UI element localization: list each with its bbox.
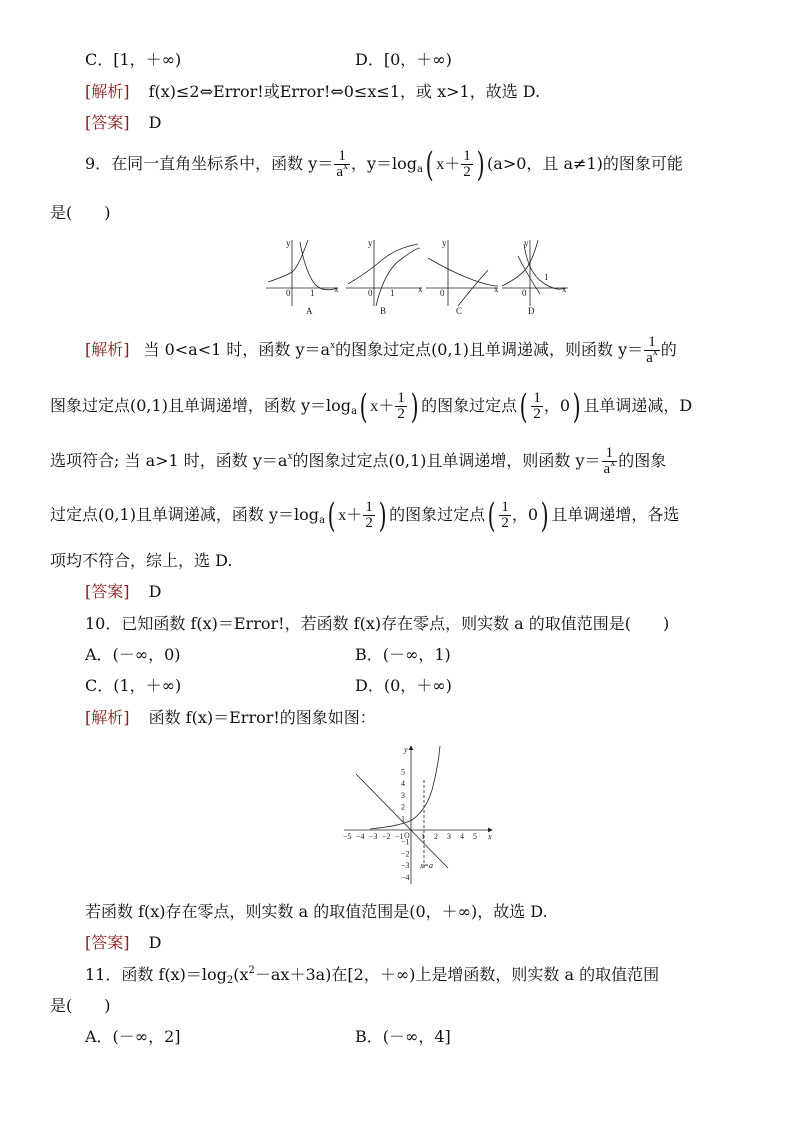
y-tick-label: 1 [401, 814, 405, 824]
svg-text:1: 1 [390, 288, 395, 298]
answer-tag: [答案] [85, 933, 130, 952]
q11-stem-line2: 是( ) [50, 996, 111, 1015]
y-tick-label: 2 [401, 802, 405, 812]
svg-text:0: 0 [368, 288, 373, 298]
svg-text:y: y [524, 238, 529, 248]
y-tick-label: 5 [401, 767, 405, 777]
y-axis-label: y [404, 745, 408, 754]
svg-text:y: y [442, 238, 447, 248]
answer-tag: [答案] [85, 582, 130, 601]
svg-text:y: y [368, 238, 373, 248]
analysis-tag: [解析] [85, 340, 130, 359]
y-tick-label: −3 [401, 861, 410, 871]
x-tick-label: 1 [421, 832, 425, 841]
q9-stem: 9．在同一直角坐标系中，函数 y＝ $\frac{1}{a^x}$ ，$y=\log_a$( x＋ $\frac{1}{2}$ ) (a>0，且 a≠1)的图象可能 [85, 144, 683, 185]
q9-analysis-line1: [解析] 当 0<a<1 时，函数 $y=a^x$的图象过定点(0,1)且单调递减，则函数 y＝ $\frac{1}{a^x}$ 的 [85, 334, 677, 366]
svg-text:1: 1 [310, 288, 315, 298]
y-tick-label: 3 [401, 790, 405, 800]
q9-analysis-line2: 图象过定点(0,1)且单调递增，函数 $y=\log_a$( x＋ $\frac{1}{2}$ ) 的图象过定点( $\frac{1}{2}$ ，0) 且单调递减，D [50, 386, 693, 427]
q10-option-d: D．(0，＋∞) [355, 676, 452, 695]
graph-b [346, 240, 422, 306]
answer-tag: [答案] [85, 113, 130, 132]
svg-text:x: x [334, 284, 339, 294]
y-tick-label: −2 [401, 849, 410, 859]
svg-text:1: 1 [544, 272, 549, 282]
graph-c [426, 240, 498, 306]
svg-text:x: x [562, 284, 567, 294]
q9-analysis-line3: 选项符合; 当 a>1 时，函数 $y=a^x$的图象过定点(0,1)且单调递增，则函数 y＝ $\frac{1}{a^x}$ 的图象 [50, 445, 667, 477]
x-tick-label: −2 [382, 832, 391, 841]
q10-function-graph [340, 740, 500, 888]
svg-text:0: 0 [286, 288, 291, 298]
svg-text:y: y [286, 238, 291, 248]
q11-option-a: A．(－∞，2] [85, 1027, 181, 1046]
q8-option-d: D．[0，＋∞) [355, 50, 452, 69]
q10-analysis: [解析] 函数 f(x)＝Error!的图象如图： [85, 708, 376, 727]
graph-d [502, 240, 568, 306]
q9-stem-line2: 是( ) [50, 203, 111, 222]
q9-analysis-line5: 项均不符合，综上，选 D. [50, 551, 233, 570]
q8-answer [85, 113, 161, 133]
q11-option-b: B．(－∞，4] [355, 1027, 451, 1046]
x-tick-label: 4 [460, 832, 464, 841]
y-tick-label: −1 [401, 837, 410, 847]
q10-option-c: C．(1，＋∞) [85, 676, 182, 695]
graph-label-d: D [528, 306, 535, 316]
q8-answer-value: D [148, 113, 162, 132]
q11-stem: 11．函数 $f(x)=\log_2(x^2-ax+3a)$在[2，＋∞)上是增函数，则实数 a 的取值范围 [85, 965, 660, 986]
q8-option-c: C．[1，＋∞) [85, 50, 182, 69]
origin-label: O [404, 831, 410, 840]
q10-answer: [答案] D [85, 933, 162, 952]
q10-stem: 10．已知函数 f(x)＝Error!，若函数 f(x)存在零点，则实数 a 的取值范围是( ) [85, 614, 670, 633]
q9-option-graphs [262, 236, 572, 320]
x-tick-label: −1 [395, 832, 404, 841]
q9-answer: [答案] D [85, 582, 162, 601]
svg-text:x: x [418, 284, 423, 294]
x-tick-label: 3 [447, 832, 451, 841]
x-tick-label: −5 [343, 832, 352, 841]
graph-a [266, 240, 338, 306]
x-axis-label: x [488, 832, 492, 841]
x-tick-label: 5 [473, 832, 477, 841]
graph-label-a: A [306, 306, 313, 316]
x-tick-label: −3 [369, 832, 378, 841]
x-tick-label: −4 [356, 832, 365, 841]
analysis-tag: [解析] [85, 82, 130, 101]
q8-analysis [85, 82, 540, 102]
q9-analysis-line4: 过定点(0,1)且单调递减，函数 $y=\log_a$( x＋ $\frac{1}{2}$ ) 的图象过定点( $\frac{1}{2}$ ，0) 且单调递增，各选 [50, 495, 680, 536]
svg-text:x: x [494, 284, 499, 294]
graph-label-b: B [380, 306, 387, 316]
analysis-tag: [解析] [85, 708, 130, 727]
y-tick-label: 4 [401, 779, 405, 789]
q8-analysis-text: f(x)≤2⇔Error!或Error!⇔0≤x≤1，或 x>1，故选 D. [148, 82, 541, 101]
svg-text:0: 0 [440, 288, 445, 298]
line-label: x=a [420, 861, 433, 870]
q10-option-b: B．(－∞，1) [355, 645, 451, 664]
y-tick-label: −4 [401, 872, 410, 882]
q10-option-a: A．(－∞，0) [85, 645, 181, 664]
x-tick-label: 2 [434, 832, 438, 841]
q10-conclusion: 若函数 f(x)存在零点，则实数 a 的取值范围是(0，＋∞)，故选 D. [85, 902, 548, 921]
graph-label-c: C [456, 306, 463, 316]
exponential-piece [370, 746, 440, 829]
svg-text:0: 0 [522, 288, 527, 298]
